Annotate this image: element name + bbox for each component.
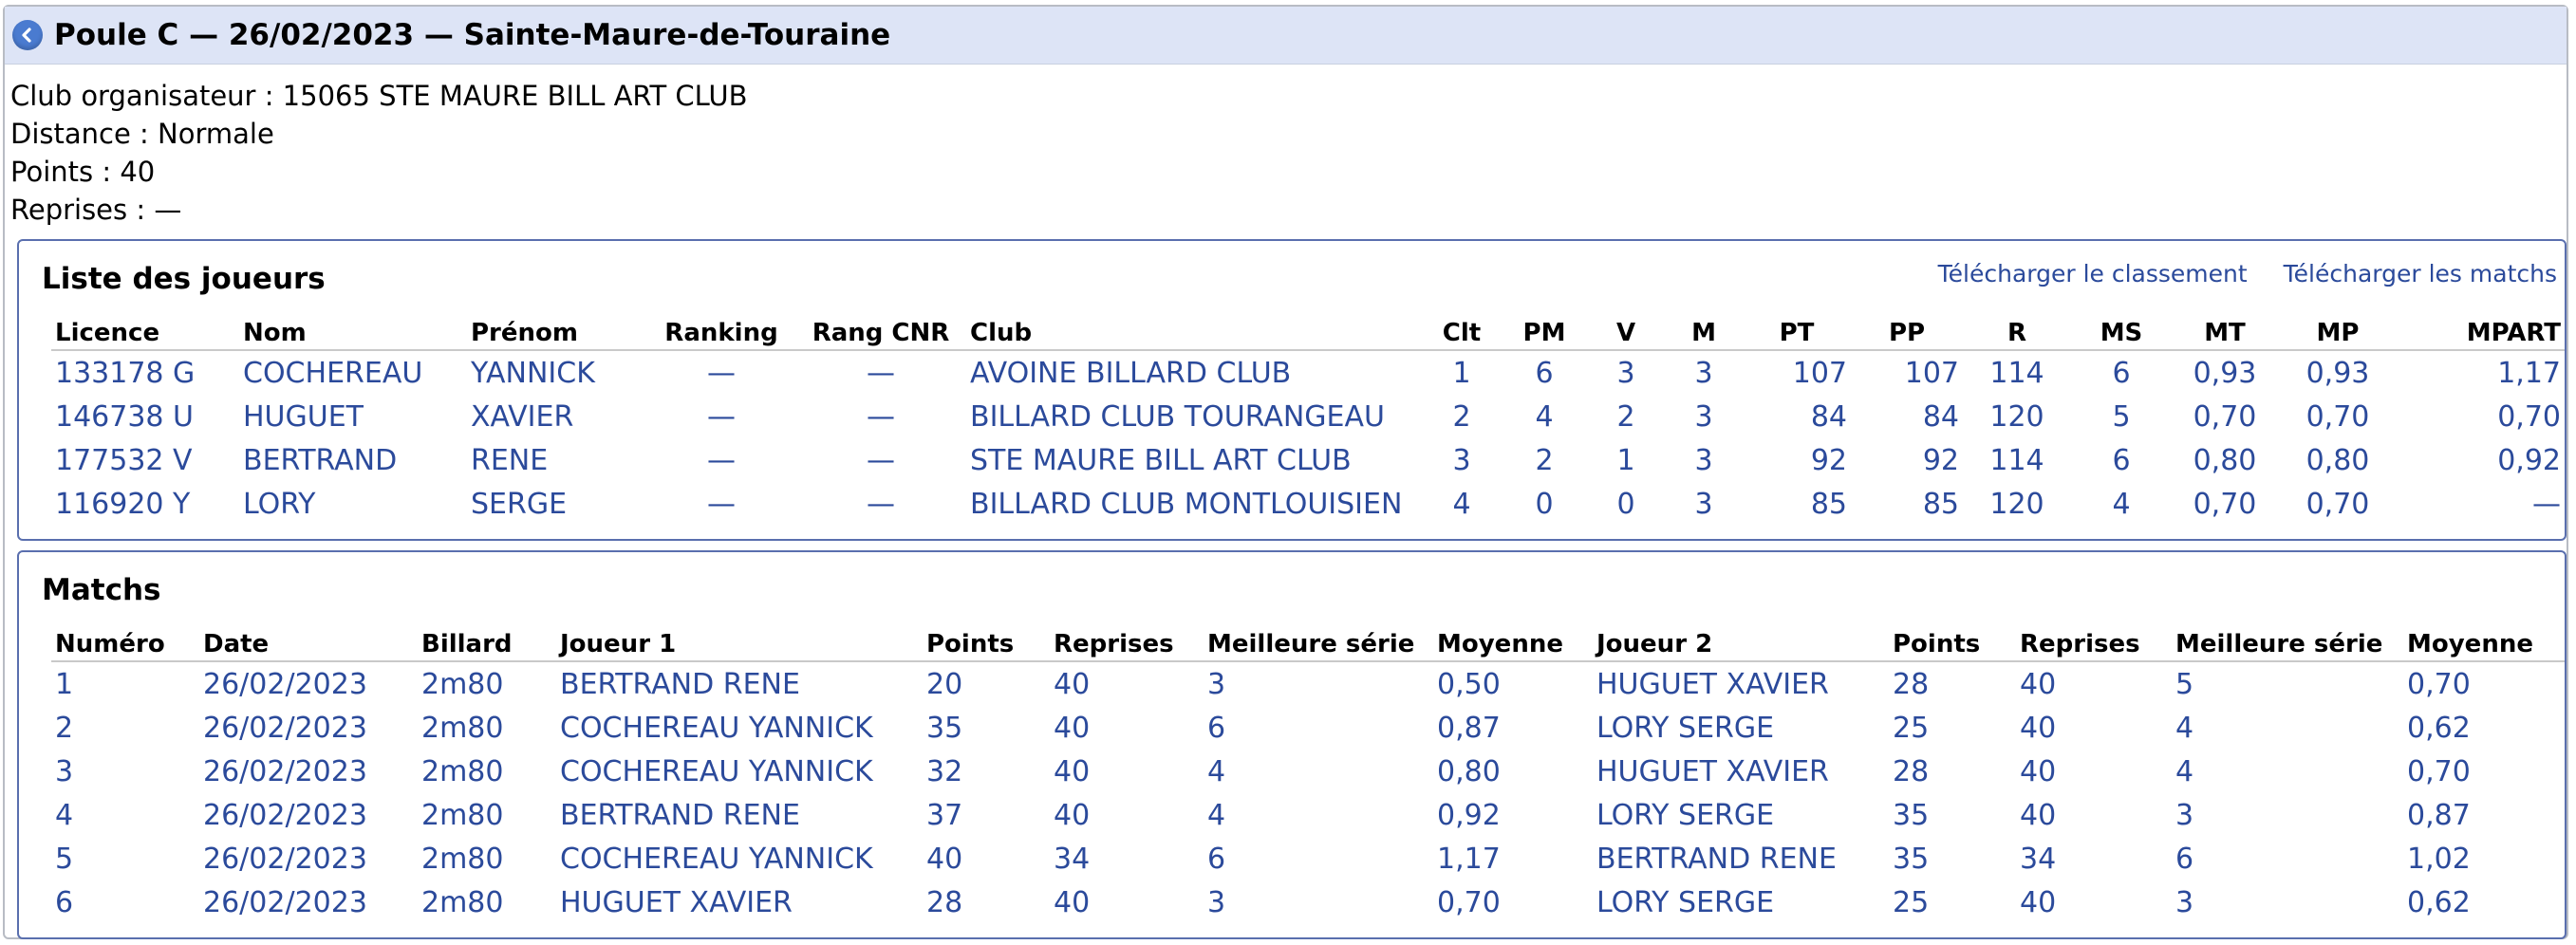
cell-pp[interactable]: 92 bbox=[1922, 443, 1959, 477]
matches-panel bbox=[17, 550, 2567, 939]
players-body bbox=[51, 350, 2565, 526]
cell-billard[interactable]: 2m80 bbox=[421, 711, 504, 745]
cell-club[interactable]: BILLARD CLUB TOURANGEAU bbox=[970, 399, 1385, 434]
players-title: Liste des joueurs bbox=[42, 262, 326, 296]
column-header-points2: Points bbox=[1889, 628, 2016, 661]
cell-moyenne2[interactable]: 0,70 bbox=[2407, 754, 2471, 788]
cell-licence[interactable]: 133178 G bbox=[55, 356, 196, 390]
cell-reprises1[interactable]: 40 bbox=[1054, 885, 1091, 919]
cell-r[interactable]: 114 bbox=[1989, 443, 2044, 477]
table-row[interactable] bbox=[51, 438, 2565, 482]
cell-r[interactable]: 120 bbox=[1989, 487, 2044, 521]
table-row[interactable] bbox=[51, 350, 2565, 395]
cell-numero[interactable]: 5 bbox=[55, 842, 74, 876]
cell-numero[interactable]: 4 bbox=[55, 798, 74, 832]
table-row[interactable] bbox=[51, 395, 2565, 438]
cell-pp[interactable]: 107 bbox=[1904, 356, 1959, 390]
cell-mt[interactable]: 0,70 bbox=[2193, 487, 2257, 521]
cell-meilleure-serie2[interactable]: 5 bbox=[2175, 667, 2194, 701]
table-row[interactable] bbox=[51, 750, 2565, 793]
cell-mpart[interactable]: 1,17 bbox=[2497, 356, 2561, 390]
cell-pt[interactable]: 107 bbox=[1792, 356, 1847, 390]
column-header-v: V bbox=[1587, 317, 1665, 350]
cell-mp[interactable]: 0,80 bbox=[2305, 443, 2370, 477]
cell-ranking[interactable]: — bbox=[707, 443, 736, 477]
cell-club[interactable]: STE MAURE BILL ART CLUB bbox=[970, 443, 1352, 477]
download-ranking-link[interactable]: Télécharger le classement bbox=[1937, 260, 2248, 287]
cell-numero[interactable]: 1 bbox=[55, 667, 74, 701]
column-header-pt: PT bbox=[1743, 317, 1851, 350]
column-header-prenom: Prénom bbox=[467, 317, 647, 350]
column-header-reprises1: Reprises bbox=[1050, 628, 1204, 661]
cell-nom[interactable]: COCHEREAU bbox=[243, 356, 423, 390]
cell-ranking[interactable]: — bbox=[707, 487, 736, 521]
cell-meilleure-serie1[interactable]: 3 bbox=[1207, 885, 1226, 919]
column-header-rang-cnr: Rang CNR bbox=[795, 317, 966, 350]
cell-rang-cnr[interactable]: — bbox=[867, 487, 895, 521]
matches-body bbox=[51, 661, 2565, 924]
cell-joueur1[interactable]: HUGUET XAVIER bbox=[560, 885, 793, 919]
cell-v[interactable]: 0 bbox=[1616, 487, 1635, 521]
cell-mpart[interactable]: — bbox=[2532, 487, 2561, 521]
cell-joueur2[interactable]: LORY SERGE bbox=[1596, 711, 1775, 745]
cell-points1[interactable]: 28 bbox=[926, 885, 963, 919]
cell-club[interactable]: AVOINE BILLARD CLUB bbox=[970, 356, 1292, 390]
cell-mp[interactable]: 0,93 bbox=[2305, 356, 2370, 390]
organizer-club: Club organisateur : 15065 STE MAURE BILL ART CLUB bbox=[10, 80, 748, 112]
cell-date[interactable]: 26/02/2023 bbox=[203, 754, 367, 788]
cell-mpart[interactable]: 0,70 bbox=[2497, 399, 2561, 434]
cell-r[interactable]: 120 bbox=[1989, 399, 2044, 434]
column-header-reprises2: Reprises bbox=[2016, 628, 2172, 661]
cell-joueur1[interactable]: COCHEREAU YANNICK bbox=[560, 711, 873, 745]
column-header-clt: Clt bbox=[1422, 317, 1502, 350]
cell-reprises2[interactable]: 34 bbox=[2020, 842, 2057, 876]
cell-reprises2[interactable]: 40 bbox=[2020, 711, 2057, 745]
cell-moyenne1[interactable]: 0,70 bbox=[1437, 885, 1501, 919]
cell-pm[interactable]: 2 bbox=[1535, 443, 1554, 477]
column-header-pp: PP bbox=[1851, 317, 1963, 350]
column-header-moyenne2: Moyenne bbox=[2403, 628, 2565, 661]
column-header-ranking: Ranking bbox=[647, 317, 795, 350]
download-matches-link[interactable]: Télécharger les matchs bbox=[2283, 260, 2557, 287]
cell-pm[interactable]: 0 bbox=[1535, 487, 1554, 521]
players-panel bbox=[17, 239, 2567, 541]
column-header-licence: Licence bbox=[51, 317, 239, 350]
cell-joueur2[interactable]: LORY SERGE bbox=[1596, 885, 1775, 919]
cell-club[interactable]: BILLARD CLUB MONTLOUISIEN bbox=[970, 487, 1403, 521]
column-header-mt: MT bbox=[2172, 317, 2278, 350]
cell-moyenne1[interactable]: 1,17 bbox=[1437, 842, 1501, 876]
cell-mp[interactable]: 0,70 bbox=[2305, 487, 2370, 521]
cell-clt[interactable]: 4 bbox=[1452, 487, 1471, 521]
cell-reprises2[interactable]: 40 bbox=[2020, 885, 2057, 919]
cell-meilleure-serie2[interactable]: 4 bbox=[2175, 754, 2194, 788]
cell-reprises1[interactable]: 40 bbox=[1054, 798, 1091, 832]
cell-joueur1[interactable]: BERTRAND RENE bbox=[560, 667, 800, 701]
cell-points2[interactable]: 35 bbox=[1893, 842, 1930, 876]
column-header-club: Club bbox=[966, 317, 1422, 350]
cell-m[interactable]: 3 bbox=[1694, 399, 1713, 434]
page-frame bbox=[3, 5, 2568, 939]
cell-licence[interactable]: 146738 U bbox=[55, 399, 195, 434]
players-table bbox=[51, 317, 2565, 526]
column-header-mpart: MPART bbox=[2398, 317, 2565, 350]
cell-date[interactable]: 26/02/2023 bbox=[203, 711, 367, 745]
cell-moyenne1[interactable]: 0,87 bbox=[1437, 711, 1501, 745]
cell-nom[interactable]: LORY bbox=[243, 487, 316, 521]
points-info: Points : 40 bbox=[10, 156, 156, 188]
cell-numero[interactable]: 6 bbox=[55, 885, 74, 919]
cell-rang-cnr[interactable]: — bbox=[867, 443, 895, 477]
cell-joueur2[interactable]: HUGUET XAVIER bbox=[1596, 667, 1829, 701]
cell-points1[interactable]: 35 bbox=[926, 711, 963, 745]
cell-licence[interactable]: 116920 Y bbox=[55, 487, 191, 521]
cell-mpart[interactable]: 0,92 bbox=[2497, 443, 2561, 477]
page-title: Poule C — 26/02/2023 — Sainte-Maure-de-Touraine bbox=[54, 18, 891, 52]
column-header-pm: PM bbox=[1502, 317, 1587, 350]
cell-date[interactable]: 26/02/2023 bbox=[203, 798, 367, 832]
back-icon[interactable] bbox=[12, 20, 43, 50]
cell-rang-cnr[interactable]: — bbox=[867, 399, 895, 434]
cell-moyenne2[interactable]: 0,70 bbox=[2407, 667, 2471, 701]
cell-m[interactable]: 3 bbox=[1694, 487, 1713, 521]
cell-pm[interactable]: 4 bbox=[1535, 399, 1554, 434]
cell-date[interactable]: 26/02/2023 bbox=[203, 667, 367, 701]
cell-points1[interactable]: 40 bbox=[926, 842, 963, 876]
cell-points2[interactable]: 35 bbox=[1893, 798, 1930, 832]
cell-prenom[interactable]: SERGE bbox=[471, 487, 568, 521]
column-header-points1: Points bbox=[923, 628, 1050, 661]
distance-info: Distance : Normale bbox=[10, 118, 274, 150]
cell-points1[interactable]: 32 bbox=[926, 754, 963, 788]
cell-billard[interactable]: 2m80 bbox=[421, 842, 504, 876]
cell-meilleure-serie1[interactable]: 3 bbox=[1207, 667, 1226, 701]
download-links bbox=[1910, 260, 2557, 287]
title-bar bbox=[5, 7, 2567, 65]
column-header-joueur2: Joueur 2 bbox=[1593, 628, 1889, 661]
cell-ranking[interactable]: — bbox=[707, 356, 736, 390]
cell-meilleure-serie1[interactable]: 4 bbox=[1207, 798, 1226, 832]
cell-clt[interactable]: 3 bbox=[1452, 443, 1471, 477]
cell-numero[interactable]: 2 bbox=[55, 711, 74, 745]
cell-date[interactable]: 26/02/2023 bbox=[203, 842, 367, 876]
column-header-date: Date bbox=[199, 628, 418, 661]
table-row[interactable] bbox=[51, 793, 2565, 837]
matches-header-row bbox=[51, 628, 2565, 661]
column-header-m: M bbox=[1665, 317, 1743, 350]
cell-meilleure-serie2[interactable]: 3 bbox=[2175, 798, 2194, 832]
cell-mt[interactable]: 0,93 bbox=[2193, 356, 2257, 390]
cell-mt[interactable]: 0,80 bbox=[2193, 443, 2257, 477]
cell-joueur1[interactable]: BERTRAND RENE bbox=[560, 798, 800, 832]
cell-meilleure-serie1[interactable]: 6 bbox=[1207, 711, 1226, 745]
players-header-row bbox=[51, 317, 2565, 350]
column-header-numero: Numéro bbox=[51, 628, 199, 661]
table-row[interactable] bbox=[51, 880, 2565, 924]
cell-prenom[interactable]: XAVIER bbox=[471, 399, 574, 434]
cell-meilleure-serie2[interactable]: 6 bbox=[2175, 842, 2194, 876]
cell-moyenne1[interactable]: 0,50 bbox=[1437, 667, 1501, 701]
cell-meilleure-serie2[interactable]: 3 bbox=[2175, 885, 2194, 919]
cell-moyenne2[interactable]: 0,62 bbox=[2407, 885, 2471, 919]
cell-m[interactable]: 3 bbox=[1694, 356, 1713, 390]
cell-billard[interactable]: 2m80 bbox=[421, 667, 504, 701]
cell-nom[interactable]: HUGUET bbox=[243, 399, 364, 434]
cell-billard[interactable]: 2m80 bbox=[421, 885, 504, 919]
cell-joueur2[interactable]: LORY SERGE bbox=[1596, 798, 1775, 832]
table-row[interactable] bbox=[51, 482, 2565, 526]
cell-moyenne1[interactable]: 0,92 bbox=[1437, 798, 1501, 832]
column-header-joueur1: Joueur 1 bbox=[556, 628, 923, 661]
cell-m[interactable]: 3 bbox=[1694, 443, 1713, 477]
cell-joueur2[interactable]: HUGUET XAVIER bbox=[1596, 754, 1829, 788]
cell-meilleure-serie1[interactable]: 6 bbox=[1207, 842, 1226, 876]
cell-joueur1[interactable]: COCHEREAU YANNICK bbox=[560, 754, 873, 788]
cell-pp[interactable]: 84 bbox=[1922, 399, 1959, 434]
column-header-meilleure-serie2: Meilleure série bbox=[2172, 628, 2403, 661]
cell-points2[interactable]: 28 bbox=[1893, 667, 1930, 701]
column-header-meilleure-serie1: Meilleure série bbox=[1204, 628, 1433, 661]
cell-numero[interactable]: 3 bbox=[55, 754, 74, 788]
cell-billard[interactable]: 2m80 bbox=[421, 798, 504, 832]
column-header-moyenne1: Moyenne bbox=[1433, 628, 1593, 661]
cell-moyenne2[interactable]: 0,87 bbox=[2407, 798, 2471, 832]
cell-prenom[interactable]: YANNICK bbox=[471, 356, 595, 390]
competition-info bbox=[10, 77, 747, 229]
cell-reprises2[interactable]: 40 bbox=[2020, 667, 2057, 701]
cell-reprises1[interactable]: 40 bbox=[1054, 667, 1091, 701]
table-row[interactable] bbox=[51, 661, 2565, 706]
cell-v[interactable]: 1 bbox=[1616, 443, 1635, 477]
cell-moyenne1[interactable]: 0,80 bbox=[1437, 754, 1501, 788]
cell-reprises1[interactable]: 34 bbox=[1054, 842, 1091, 876]
cell-ms[interactable]: 6 bbox=[2112, 356, 2131, 390]
cell-ranking[interactable]: — bbox=[707, 399, 736, 434]
cell-prenom[interactable]: RENE bbox=[471, 443, 549, 477]
column-header-r: R bbox=[1963, 317, 2071, 350]
cell-licence[interactable]: 177532 V bbox=[55, 443, 193, 477]
column-header-ms: MS bbox=[2071, 317, 2172, 350]
cell-ms[interactable]: 4 bbox=[2112, 487, 2131, 521]
cell-points1[interactable]: 37 bbox=[926, 798, 963, 832]
column-header-billard: Billard bbox=[418, 628, 556, 661]
cell-points2[interactable]: 28 bbox=[1893, 754, 1930, 788]
cell-pt[interactable]: 84 bbox=[1810, 399, 1847, 434]
cell-moyenne2[interactable]: 1,02 bbox=[2407, 842, 2471, 876]
cell-meilleure-serie1[interactable]: 4 bbox=[1207, 754, 1226, 788]
cell-moyenne2[interactable]: 0,62 bbox=[2407, 711, 2471, 745]
cell-ms[interactable]: 5 bbox=[2112, 399, 2131, 434]
column-header-mp: MP bbox=[2278, 317, 2398, 350]
cell-joueur1[interactable]: COCHEREAU YANNICK bbox=[560, 842, 873, 876]
cell-ms[interactable]: 6 bbox=[2112, 443, 2131, 477]
cell-mp[interactable]: 0,70 bbox=[2305, 399, 2370, 434]
cell-reprises1[interactable]: 40 bbox=[1054, 711, 1091, 745]
cell-clt[interactable]: 2 bbox=[1452, 399, 1471, 434]
cell-r[interactable]: 114 bbox=[1989, 356, 2044, 390]
matches-title: Matchs bbox=[42, 573, 161, 607]
cell-reprises2[interactable]: 40 bbox=[2020, 754, 2057, 788]
reprises-info: Reprises : — bbox=[10, 194, 182, 226]
cell-pm[interactable]: 6 bbox=[1535, 356, 1554, 390]
column-header-nom: Nom bbox=[239, 317, 467, 350]
cell-nom[interactable]: BERTRAND bbox=[243, 443, 398, 477]
cell-v[interactable]: 3 bbox=[1616, 356, 1635, 390]
cell-v[interactable]: 2 bbox=[1616, 399, 1635, 434]
cell-joueur2[interactable]: BERTRAND RENE bbox=[1596, 842, 1837, 876]
cell-reprises2[interactable]: 40 bbox=[2020, 798, 2057, 832]
cell-reprises1[interactable]: 40 bbox=[1054, 754, 1091, 788]
cell-meilleure-serie2[interactable]: 4 bbox=[2175, 711, 2194, 745]
cell-date[interactable]: 26/02/2023 bbox=[203, 885, 367, 919]
matches-table bbox=[51, 628, 2565, 924]
table-row[interactable] bbox=[51, 706, 2565, 750]
cell-rang-cnr[interactable]: — bbox=[867, 356, 895, 390]
cell-points2[interactable]: 25 bbox=[1893, 885, 1930, 919]
cell-pt[interactable]: 92 bbox=[1810, 443, 1847, 477]
cell-pt[interactable]: 85 bbox=[1810, 487, 1847, 521]
table-row[interactable] bbox=[51, 837, 2565, 880]
cell-billard[interactable]: 2m80 bbox=[421, 754, 504, 788]
cell-points2[interactable]: 25 bbox=[1893, 711, 1930, 745]
cell-points1[interactable]: 20 bbox=[926, 667, 963, 701]
cell-clt[interactable]: 1 bbox=[1452, 356, 1471, 390]
cell-pp[interactable]: 85 bbox=[1922, 487, 1959, 521]
cell-mt[interactable]: 0,70 bbox=[2193, 399, 2257, 434]
